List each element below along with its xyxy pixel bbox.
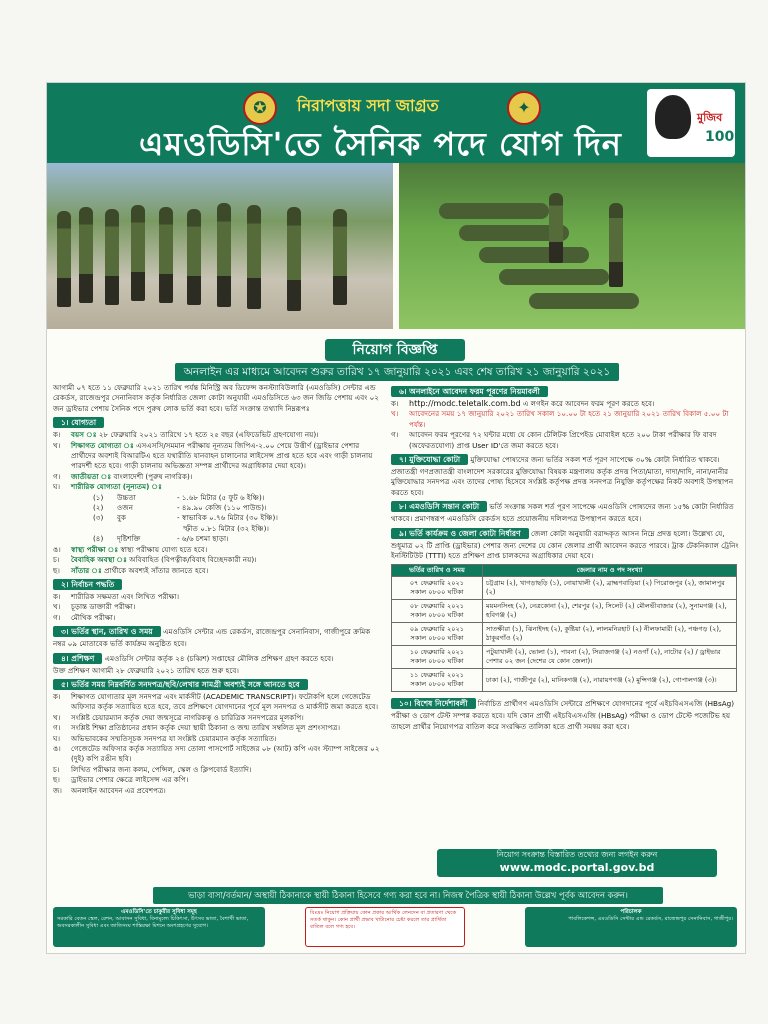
section-eligibility-title: ১। যোগ্যতা bbox=[53, 417, 104, 428]
table-row: ১১ ফেব্রুয়ারি ২০২১ সকাল ০৮০০ ঘটিকা ঢাকা (২), গাজীপুর (২), মানিকগঞ্জ (২), নারায়ণগঞ্জ (২) মুন্সিগঞ্জ (২), গোপালগঞ্জ (৩)। bbox=[392, 669, 737, 692]
section-venue-title: ৩। ভর্তির স্থান, তারিখ ও সময় bbox=[53, 626, 161, 637]
shooting-practice-photo bbox=[399, 163, 745, 329]
mujib-100-text: 100 bbox=[705, 129, 735, 145]
section-online-title: ৬। অনলাইনে আবেদন ফরম পূরণের নিয়মাবলী bbox=[391, 386, 548, 397]
modc-emblem-icon: ✦ bbox=[507, 91, 541, 125]
section-district-quota-title: ৯। ভর্তি কার্যক্রম ও জেলা কোটা নির্ধারণ bbox=[391, 528, 529, 539]
application-date-banner: অনলাইন এর মাধ্যমে আবেদন শুরুর তারিখ ১৭ জানুয়ারি ২০২১ এবং শেষ তারিখ ২১ জানুয়ারি ২০২১ bbox=[175, 363, 619, 381]
left-column: আগামী ০৭ হতে ১১ ফেব্রুয়ারি ২০২১ তারিখ পর্যন্ত মিনিস্ট্রি অব ডিফেন্স কনস্ট্যাবিউলারি (এমওডিসি) সেন্টার এন্ড রেকর্ডস, রাজেন্দ্রপুর সেনানিবাস কর্তৃক নির্ধারিত জেলা কোটা অনুযায়ী এমওডিসিতে ৬৩ জন জিডি পেশায় এবং ০২ জন ড্রাইভার পেশায় সৈনিক পদে পুরুষ লোক ভর্তি করা হবে। ভর্তি সংক্রান্ত তথ্যাদি নিম্নরূপঃ ১। যোগ্যতা ক। বয়স ঃ ২৮ ফেব্রুয়ারি ২০২১ তারিখে ১৭ হতে ২৫ বছর (এফিডেভিট গ্রহণযোগ্য নয়)। খ। শিক্ষাগত যোগ্যতা ঃ এসএসসি/সমমান পরীক্ষায় নূন্যতম জিপিএ-২.০০ পেয়ে উত্তীর্ণ (ড্রাইভার পেশার প্রার্থীদের অবশ্যই বিআরটিএ হতে যথারীতি যানবাহন চালানোর লাইসেন্স প্রাপ্ত হতে হবে এবং গাড়ী চালনায় পারদর্শী হতে হবে। গাড়ী চালনায় অভিজ্ঞতা সম্পন্ন প্রার্থীদের অগ্রাধিকার দেয়া হবে)। গ। জাতীয়তা ঃ বাংলাদেশী (পুরুষ নাগরিক)। ঘ। শারীরিক যোগ্যতা (নূন্যতম) ঃ (১) উচ্চতা - ১.৬৮ মিটার (৫ ফুট ৬ ইঞ্চি)। (২) ওজন - ৪৯.৯০ কেজি (১১০ পাউন্ড)। (৩) বুক - স্বাভাবিক ০.৭৬ মিটার (৩০ ইঞ্চি)। স্ফীত ০.৮১ মিটার (৩২ ইঞ্চি)। (৪) দৃষ্টিশক্তি - ৬/৬ চশমা ছাড়া। ঙ। স্বাস্থ্য পরীক্ষা ঃ স্বাস্থ্য পরীক্ষায় যোগ্য হতে হবে। চ। বৈবাহিক অবস্থা ঃ অবিবাহিত (বিপত্নীক/বিবাহ বিচ্ছেদকারী নয়)। ছ। সাঁতার ঃ প্রার্থীকে অবশ্যই সাঁতার জানতে হবে। ২। নির্বাচন পদ্ধতি ক। শারীরিক সক্ষমতা এবং লিখিত পরীক্ষা। খ। চূড়ান্ত ডাক্তারী পরীক্ষা। গ। মৌখিক পরীক্ষা। ৩। ভর্তির স্থান, তারিখ ও সময় এমওডিসি সেন্টার এন্ড রেকর্ডস, রাজেন্দ্রপুর সেনানিবাস, গাজীপুরে ক্রমিক নম্বর ০৯ মোতাবেক ভর্তি কার্যক্রম অনুষ্ঠিত হবে। ৪। প্রশিক্ষণ এমওডিসি সেন্টার কর্তৃক ২৪ (চব্বিশ) সপ্তাহের মৌলিক প্রশিক্ষণ গ্রহণ করতে হবে। উক্ত প্রশিক্ষণ আগামী ২৮ ফেব্রুয়ারি ২০২১ তারিখ হতে শুরু হবে। ৫। ভর্তির সময় নিম্নবর্ণিত সনদপত্র/ছবি/লেখার সামগ্রী অবশ্যই সঙ্গে আনতে হবে ক। শিক্ষাগত যোগ্যতার মূল সনদপত্র এবং মার্কসীট (ACADEMIC TRANSCRIPT)। ফটোকপি হলে গেজেটেড অফিসার কর্তৃক সত্যায়িত হতে হবে, তবে প্রশিক্ষণে যোগদানের পূর্বে মূল সনদপত্র ও মার্কসীট জমা করতে হবে। খ। সংশ্লিষ্ট চেয়ারম্যান কর্তৃক দেয়া জন্মসূত্রে নাগরিকত্ব ও চারিত্রিক সনদপত্রের মূলকপি। গ। সংশ্লিষ্ট শিক্ষা প্রতিষ্ঠানের প্রধান কর্তৃক দেয়া স্থায়ী ঠিকানা ও জন্ম তারিখ সম্বলিত মূল প্রশংসাপত্র। ঘ। অভিভাবকের সম্মতিসূচক সনদপত্র যা সংশ্লিষ্ট চেয়ারম্যান কর্তৃক সত্যায়িত। ঙ। গেজেটেড অফিসার কর্তৃক সত্যায়িত সদ্য তোলা পাসপোর্ট সাইজের ০৮ (আট) কপি এবং স্ট্যাম্প সাইজের ০২ (দুই) কপি রঙীন ছবি। চ। লিখিত পরীক্ষার জন্য কলম, পেন্সিল, স্কেল ও ক্লিপবোর্ড ইত্যাদি। ছ। ড্রাইভার পেশার ক্ষেত্রে লাইসেন্স এর কপি। জ। অনলাইন আবেদন এর প্রবেশপত্র। bbox=[53, 383, 383, 796]
section-selection-title: ২। নির্বাচন পদ্ধতি bbox=[53, 579, 122, 590]
table-head-date: ভর্তির তারিখ ও সময় bbox=[392, 565, 483, 577]
physical-requirements: (১) উচ্চতা - ১.৬৮ মিটার (৫ ফুট ৬ ইঞ্চি)। (২) ওজন - ৪৯.৯০ কেজি (১১০ পাউন্ড)। (৩) বুক - স্বাভাবিক ০.৭৬ মিটার (৩০ ইঞ্চি)। স্ফীত ০.৮১ মিটার (৩২ ইঞ্চি)। (৪) দৃষ্টিশক্তি - ৬/৬ চশমা ছাড়া। bbox=[93, 492, 278, 544]
portal-url-link[interactable]: www.modc.portal.gov.bd bbox=[499, 861, 655, 874]
portal-info-box bbox=[437, 849, 717, 877]
section-training-title: ৪। প্রশিক্ষণ bbox=[53, 653, 102, 664]
teletalk-link[interactable]: http://modc.teletalk.com.bd bbox=[409, 399, 521, 408]
recruitment-poster bbox=[46, 82, 746, 954]
admission-schedule-table bbox=[391, 564, 737, 692]
section-freedom-fighter-title: ৭। মুক্তিযোদ্ধা কোটা bbox=[391, 454, 468, 465]
portrait-icon bbox=[655, 95, 691, 139]
director-box: পরিচালক পাবলিকেশন্স, এমওডিসি সেন্টার এন্ড রেকর্ডস, রাজেন্দ্রপুর সেনানিবাস, গাজীপুর। bbox=[525, 907, 737, 947]
right-column: ৬। অনলাইনে আবেদন ফরম পূরণের নিয়মাবলী ক। http://modc.teletalk.com.bd এ লগইন করে আবেদন ফরম পূরণ করতে হবে। খ। আবেদনের সময় ১৭ জানুয়ারি ২০২১ তারিখ সকাল ১০.০০ টা হতে ২১ জানুয়ারি ২০২১ তারিখ বিকাল ৫.০০ টা পর্যন্ত। গ। আবেদন ফরম পূরণের ৭২ ঘন্টার মধ্যে যে কোন টেলিটক প্রিপেইড মোবাইল হতে ২০০ টাকা পরীক্ষার ফি বাবদ (অফেরতযোগ্য) প্রাপ্ত User ID'তে জমা করতে হবে। ৭। মুক্তিযোদ্ধা কোটা মুক্তিযোদ্ধা পোষ্যদের জন্য ভর্তির সকল শর্ত পূরণ সাপেক্ষে ৩০% কোটা নির্ধারিত থাকবে। প্রজাতন্ত্রী গণপ্রজাতন্ত্রী বাংলাদেশ সরকারের মুক্তিযোদ্ধা বিষয়ক মন্ত্রণালয় কর্তৃক প্রদত্ত পিতা/মাতা, দাদা/দাদি, নানা/নানীর মুক্তিযোদ্ধার সনদপত্র এবং তাদের পোষ্য হিসেবে সংশ্লিষ্ট কর্তৃপক্ষ প্রদত্ত সনদপত্র নিযুক্তি কর্তৃপক্ষের নিকট অবশ্যই উপস্থাপন করতে হবে। ৮। এমওডিসি সন্তান কোটা ভর্তি সংক্রান্ত সকল শর্ত পূরণ সাপেক্ষে এমওডিসি পোষ্যদের জন্য ১৫% কোটা নির্ধারিত থাকবে। প্রমাণস্বরূপ এমওডিসি রেকর্ডস হতে প্রয়োজনীয় দলিলপত্র উপস্থাপন করতে হবে। ৯। ভর্তি কার্যক্রম ও জেলা কোটা নির্ধারণ জেলা কোটা অনুযায়ী বরাদ্দকৃত আসন নিম্নে প্রদত্ত হলো। উল্লেখ্য যে, শুধুমাত্র ০২ টি প্রাপ্তি (ড্রাইভার) পেশার জন্য দেশের যে কোন জেলার প্রার্থী আবেদন করতে পারবে। ট্রাক টেকনিক্যাল ট্রেনিং ইনস্টিটিউট (TTTI) হতে প্রশিক্ষণ প্রাপ্ত চালকদের অগ্রাধিকার দেয়া হবে। ভর্তির তারিখ ও সময় জেলার নাম ও পদ সংখ্যা ০৭ ফেব্রুয়ারি ২০২১ সকাল ০৮০০ ঘটিকা চট্টগ্রাম (২), খাগড়াছড়ি (১), নোয়াখালী (২), ব্রাহ্মণবাড়িয়া (২) পিরোজপুর (২), জামালপুর (২) ০৮ ফেব্রুয়ারি ২০২১ সকাল ০৮০০ ঘটিকা ময়মনসিংহ (২), নেত্রকোনা (২), শেরপুর (২), সিলেট (২) মৌলভীবাজার (২), সুনামগঞ্জ (২), হবিগঞ্জ (২) ০৯ ফেব্রুয়ারি ২০২১ সকাল ০৮০০ ঘটিকা সাতক্ষীরা (১), ঝিনাইদহ (২), কুষ্টিয়া (২), লালমনিরহাট (২) নীলফামারী (২), পঞ্চগড় (২), ঠাকুরগাঁও (২) ১০ ফেব্রুয়ারি ২০২১ সকাল ০৮০০ ঘটিকা পটুয়াখালী (২), ভোলা (১), পাবনা (২), সিরাজগঞ্জ (২) নওগাঁ (২), নাটোর (২) / ড্রাইভার পেশার ০২ জন (দেশের যে কোন জেলা)। ১১ ফেব্রুয়ারি ২০২১ সকাল ০৮০০ ঘটিকা ঢাকা (২), গাজীপুর (২), মানিকগঞ্জ (২), নারায়ণগঞ্জ (২) মুন্সিগঞ্জ (২), গোপালগঞ্জ (৩)। ১০। বিশেষ নির্দেশাবলী নির্বাচিত প্রার্থীগণ এমওডিসি সেন্টারে প্রশিক্ষণে যোগদানের পূর্বে এইচবিএসএজি (HBsAg) পরীক্ষা ও ডোপ টেস্ট সম্পন্ন করতে হবে। যদি কোন প্রার্থী এইচবিএসএজি (HBsAg) পরীক্ষা ও ডোপ টেস্টে পজেটিভ হয় তাহলে প্রার্থীর নিয়োগপত্র বাতিল করে সংরক্ষিত তালিকা হতে প্রার্থী সমন্বয় করা হবে। bbox=[391, 387, 739, 731]
address-warning-banner: ভাড়া বাসা/বর্তমান/ অস্থায়ী ঠিকানাকে স্থায়ী ঠিকানা হিসেবে গণ্য করা হবে না। নিজস্ব পৈত্রিক স্থায়ী ঠিকানা উল্লেখ পূর্বক আবেদন করুন। bbox=[153, 887, 663, 904]
section-modc-child-title: ৮। এমওডিসি সন্তান কোটা bbox=[391, 501, 487, 512]
table-head-district: জেলার নাম ও পদ সংখ্যা bbox=[483, 565, 737, 577]
tagline: নিরাপত্তায় সদা জাগ্রত bbox=[297, 96, 439, 115]
table-row: ১০ ফেব্রুয়ারি ২০২১ সকাল ০৮০০ ঘটিকা পটুয়াখালী (২), ভোলা (১), পাবনা (২), সিরাজগঞ্জ (২) নওগাঁ (২), নাটোর (২) / ড্রাইভার পেশার ০২ জন (দেশের যে কোন জেলা)। bbox=[392, 646, 737, 669]
mujib-logo-text: মুজিব bbox=[697, 111, 723, 124]
main-title: এমওডিসি'তে সৈনিক পদে যোগ দিন bbox=[139, 125, 622, 163]
section-documents-title: ৫। ভর্তির সময় নিম্নবর্ণিত সনদপত্র/ছবি/লেখার সামগ্রী অবশ্যই সঙ্গে আনতে হবে bbox=[53, 679, 308, 690]
mujib-100-logo bbox=[647, 89, 735, 157]
marching-soldiers-photo bbox=[47, 163, 393, 329]
section-special-instructions-title: ১০। বিশেষ নির্দেশাবলী bbox=[391, 698, 476, 709]
intro-text: আগামী ০৭ হতে ১১ ফেব্রুয়ারি ২০২১ তারিখ পর্যন্ত মিনিস্ট্রি অব ডিফেন্স কনস্ট্যাবিউলারি (এমওডিসি) সেন্টার এন্ড রেকর্ডস, রাজেন্দ্রপুর সেনানিবাস কর্তৃক নির্ধারিত জেলা কোটা অনুযায়ী এমওডিসিতে ৬৩ জন জিডি পেশায় এবং ০২ জন ড্রাইভার পেশায় সৈনিক পদে পুরুষ লোক ভর্তি করা হবে। ভর্তি সংক্রান্ত তথ্যাদি নিম্নরূপঃ bbox=[53, 383, 379, 413]
benefits-box: এমওডিসি'তে চাকুরীর সুবিধা সমূহ সরকারি বেতন স্কেল, রেশন, আবাসন সুবিধা, বিনামূল্যে চিকিৎসা, উৎসব ভাতা, বৈশাখী ভাতা, অবসরকালীন সুবিধা এবং জাতিসংঘ শান্তিরক্ষা মিশনে অংশগ্রহণের সুযোগ। bbox=[53, 907, 265, 947]
army-emblem-icon: ✪ bbox=[243, 91, 277, 125]
table-row: ০৮ ফেব্রুয়ারি ২০২১ সকাল ০৮০০ ঘটিকা ময়মনসিংহ (২), নেত্রকোনা (২), শেরপুর (২), সিলেট (২) মৌলভীবাজার (২), সুনামগঞ্জ (২), হবিগঞ্জ (২) bbox=[392, 600, 737, 623]
portal-line: নিয়োগ সংক্রান্ত বিস্তারিত তথ্যের জন্য লগইন করুন bbox=[496, 850, 658, 859]
table-row: ০৯ ফেব্রুয়ারি ২০২১ সকাল ০৮০০ ঘটিকা সাতক্ষীরা (১), ঝিনাইদহ (২), কুষ্টিয়া (২), লালমনিরহাট (২) নীলফামারী (২), পঞ্চগড় (২), ঠাকুরগাঁও (২) bbox=[392, 623, 737, 646]
notice-title: নিয়োগ বিজ্ঞপ্তি bbox=[325, 339, 465, 361]
warning-box: বিঃদ্রঃ নিয়োগ প্রক্রিয়ায় কোন প্রকার আর্থিক লেনদেন বা প্রতারণা থেকে সতর্ক থাকুন। কোন প্রার্থী প্রভাব খাটানোর চেষ্টা করলে তার প্রার্থিতা বাতিল বলে গণ্য হবে। bbox=[305, 907, 465, 947]
poster-header bbox=[47, 83, 745, 163]
table-row: ০৭ ফেব্রুয়ারি ২০২১ সকাল ০৮০০ ঘটিকা চট্টগ্রাম (২), খাগড়াছড়ি (১), নোয়াখালী (২), ব্রাহ্মণবাড়িয়া (২) পিরোজপুর (২), জামালপুর (২) bbox=[392, 577, 737, 600]
